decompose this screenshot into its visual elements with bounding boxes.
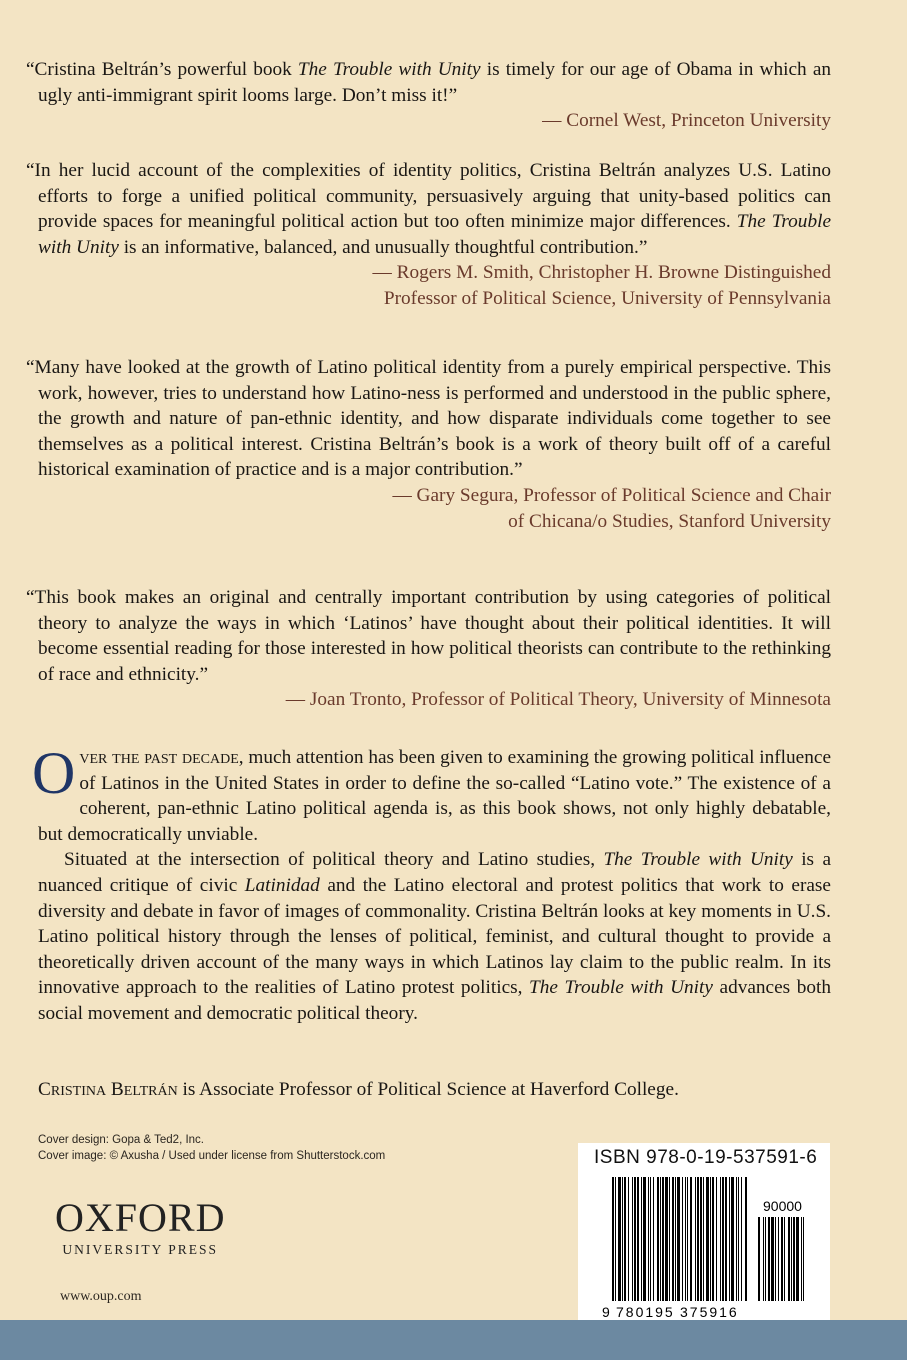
blurb-joan-tronto <box>26 585 831 713</box>
publisher-subtitle: UNIVERSITY PRESS <box>62 1242 219 1257</box>
drop-cap: O <box>32 740 76 806</box>
isbn-label: ISBN 978-0-19-537591-6 <box>594 1147 818 1168</box>
blurb-text: “Many have looked at the growth of Latino political identity from a purely empirical perspective. This work, however, tries to understand how Latino-ness is performed and understood in the public sphere, the growth and nature of pan-ethnic identity, and how disparate individuals come together to see themselves as a political interest. Cristina Beltrán’s book is a work of theory built off of a careful historical examination of practice and is a major contribution.” <box>26 357 831 481</box>
publisher-url: www.oup.com <box>60 1289 142 1304</box>
description-paragraph-2: Situated at the intersection of political theory and Latino studies, The Trouble with Unity is a nuanced critique of civic Latinidad and the Latino electoral and protest politics that work to erase diversity and debate in favor of images of commonality. Cristina Beltrán looks at key moments in U.S. Latino political history through the lenses of political, feminist, and cultural thought to provide a theoretically driven account of the many ways in which Latinos lay claim to the public realm. In its innovative approach to the realities of Latino protest politics, The Trouble with Unity advances both social movement and democratic political theory. <box>38 849 832 1024</box>
barcode-digit-lead: 9 <box>602 1304 610 1320</box>
blurb-cornel-west <box>26 57 832 134</box>
book-description <box>32 740 832 1027</box>
blurb-text: “This book makes an original and centrally important contribution by using categories of political theory to analyze the ways in which ‘Latinos’ have thought about their political identities. It will become essential reading for those interested in how political theorists can contribute to the rethinking of race and ethnicity.” <box>26 587 831 685</box>
author-bio: Cristina Beltrán is Associate Professor of Political Science at Haverford College. <box>38 1079 679 1100</box>
barcode-digits-right: 375916 <box>680 1304 739 1320</box>
barcode-icon <box>602 1175 808 1320</box>
cover-design-credit: Cover design: Gopa & Ted2, Inc. <box>38 1134 204 1146</box>
publisher-logo <box>55 1195 226 1258</box>
price-code: 90000 <box>763 1198 802 1214</box>
blurb-attribution: — Gary Segura, Professor of Political Science and Chair of Chicana/o Studies, Stanford University <box>392 484 831 532</box>
blurb-gary-segura <box>26 355 831 534</box>
barcode-digits-left: 780195 <box>616 1304 675 1320</box>
blurb-attribution: — Joan Tronto, Professor of Political Theory, University of Minnesota <box>285 689 831 711</box>
bottom-color-band <box>0 1320 907 1360</box>
cover-credits <box>38 1132 385 1164</box>
blurb-rogers-smith <box>26 158 832 312</box>
blurb-attribution: — Cornel West, Princeton University <box>542 110 831 132</box>
description-paragraph-1: Over the past decade, much attention has been given to examining the growing political influence of Latinos in the United States in order to define the so-called “Latino vote.” The existence of a coherent, pan-ethnic Latino political agenda is, as this book shows, not only highly debatable, but democratically unviable. <box>32 740 831 845</box>
publisher-name: OXFORD <box>55 1195 226 1240</box>
blurb-text: “Cristina Beltrán’s powerful book The Trouble with Unity is timely for our age of Obama in which an ugly anti-immigrant spirit looms large. Don’t miss it!” <box>26 59 832 106</box>
blurb-text: “In her lucid account of the complexities of identity politics, Cristina Beltrán analyzes U.S. Latino efforts to forge a unified political community, persuasively arguing that unity-based politics can provide spaces for meaningful political action but too often minimize major differences. The Trouble with Unity is an informative, balanced, and unusually thoughtful contribution.” <box>26 160 832 258</box>
blurb-attribution: — Rogers M. Smith, Christopher H. Browne Distinguished Professor of Political Science, University of Pennsylvania <box>372 262 831 309</box>
cover-image-credit: Cover image: © Axusha / Used under license from Shutterstock.com <box>38 1150 386 1162</box>
